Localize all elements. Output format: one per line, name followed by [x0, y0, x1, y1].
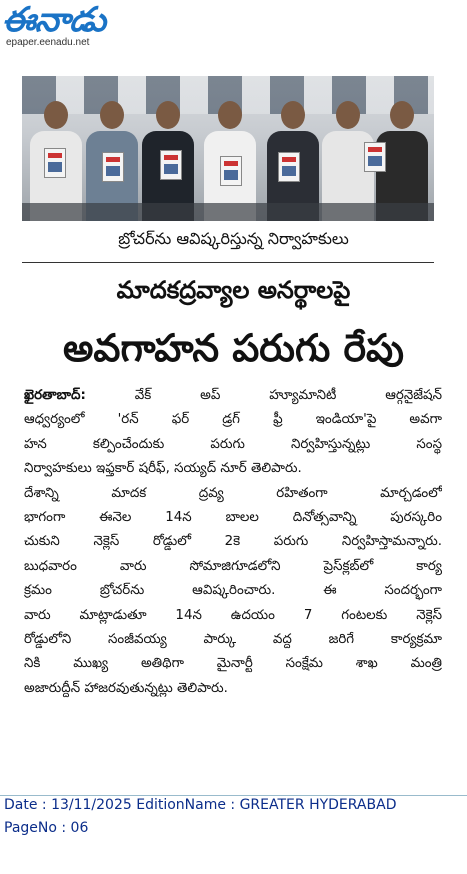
- brochure-image: [220, 156, 242, 186]
- article-line: బుధవారం వారు సోమాజిగూడలోని ప్రెస్‌క్లబ్‌లో కార్య: [24, 558, 442, 574]
- article-line: రోడ్డులోని సంజీవయ్య పార్కు వద్ద జరిగే కార్యక్రమా: [24, 632, 442, 648]
- article-line: క్రమం బ్రోచర్‌ను ఆవిష్కరించారు. ఈ సందర్భంగా: [24, 583, 442, 599]
- brochure-image: [102, 152, 124, 182]
- edition-info: Date : 13/11/2025 EditionName : GREATER HYDERABAD: [4, 797, 397, 813]
- article-line: భాగంగా ఈనెల 14న బాలల దినోత్సవాన్ని పురస్కరిం: [24, 510, 442, 526]
- article-line-text: వేక్ అప్ హ్యూమానిటీ ఆర్గనైజేషన్: [134, 388, 442, 403]
- article-line: దేశాన్ని మాదక ద్రవ్య రహితంగా మార్చడంలో: [24, 485, 442, 501]
- footer-divider: [0, 795, 467, 796]
- news-photo: [22, 76, 434, 221]
- eenadu-logo: ఈనాడు: [2, 0, 106, 40]
- divider: [22, 262, 434, 263]
- article-line: వారు మాట్లాడుతూ 14న ఉదయం 7 గంటలకు నెక్లెస్: [24, 607, 442, 623]
- photo-table: [22, 203, 434, 221]
- article-line: చుకుని నెక్లెస్ రోడ్డులో 2కె పరుగు నిర్వహిస్తామన్నారు.: [24, 534, 442, 550]
- headline-line-1: మాదకద్రవ్యాల అనర్థాలపై: [116, 276, 351, 304]
- masthead: [0, 0, 200, 52]
- article-line: హన కల్పించేందుకు పరుగు నిర్వహిస్తున్నట్లు సంస్థ: [24, 436, 442, 452]
- article-line: నికి ముఖ్య అతిథిగా మైనార్టీ సంక్షేమ శాఖ మంత్రి: [24, 656, 442, 672]
- article-dateline: ఖైరతాబాద్:: [24, 388, 86, 403]
- brochure-image: [44, 148, 66, 178]
- epaper-url: epaper.eenadu.net: [6, 37, 90, 48]
- article-line: [24, 384, 442, 408]
- article-line: నిర్వాహకులు ఇఫ్తకార్ షరీఫ్, సయ్యద్ నూర్ తెలిపారు.: [24, 461, 302, 477]
- article-line: అజారుద్దీన్ హాజరవుతున్నట్లు తెలిపారు.: [24, 680, 228, 696]
- brochure-image: [364, 142, 386, 172]
- headline-line-2: అవగాహన పరుగు రేపు: [63, 326, 404, 370]
- brochure-image: [278, 152, 300, 182]
- article-body: [24, 384, 442, 701]
- article-line: ఆధ్వర్యంలో 'రన్ ఫర్ డ్రగ్ ఫ్రీ ఇండియా'పై అవగా: [24, 412, 442, 428]
- photo-caption: బ్రోచర్‌ను ఆవిష్కరిస్తున్న నిర్వాహకులు: [118, 229, 349, 248]
- page-number: PageNo : 06: [4, 820, 89, 836]
- brochure-image: [160, 150, 182, 180]
